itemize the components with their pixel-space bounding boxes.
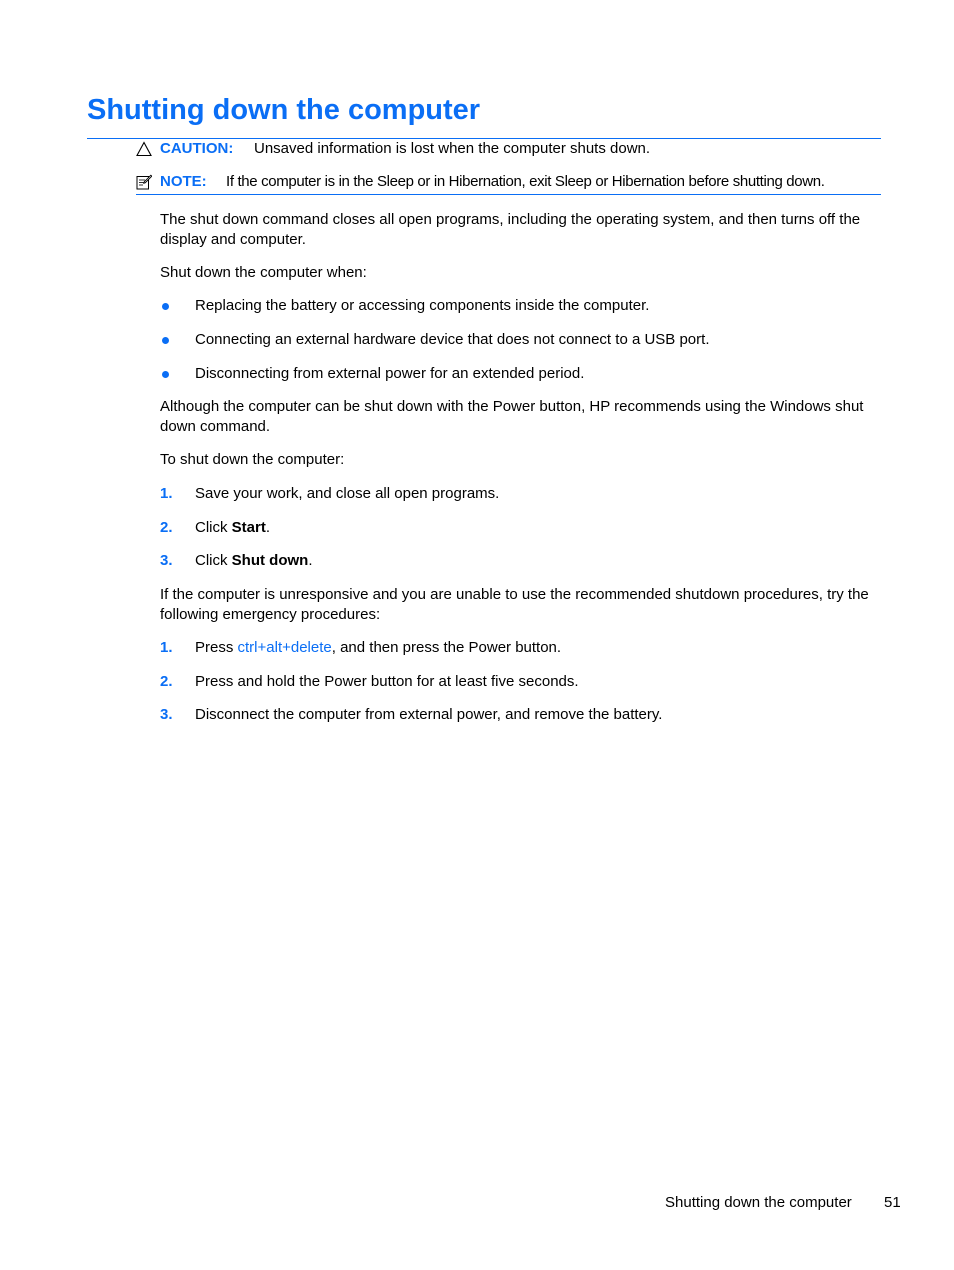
bullet-icon bbox=[162, 303, 169, 310]
step-text: Press and hold the Power button for at least five seconds. bbox=[195, 673, 579, 690]
note-label: NOTE: bbox=[160, 173, 207, 190]
step-number: 1. bbox=[160, 485, 173, 502]
bullet-text: Disconnecting from external power for an extended period. bbox=[195, 365, 585, 382]
caution-label: CAUTION: bbox=[160, 140, 234, 157]
step-text bbox=[195, 638, 561, 658]
step-suffix: , and then press the Power button. bbox=[331, 639, 562, 656]
footer-page-number: 51 bbox=[884, 1194, 901, 1211]
step-item bbox=[160, 672, 884, 692]
step-text bbox=[195, 551, 313, 571]
step-item bbox=[160, 638, 884, 658]
note-pencil-icon bbox=[136, 174, 152, 190]
step-number: 3. bbox=[160, 552, 173, 569]
intro-paragraph: The shut down command closes all open programs, including the operating system, and then turns off the display and computer. bbox=[160, 211, 861, 248]
step-text: Save your work, and close all open programs. bbox=[195, 485, 500, 502]
step-prefix: Click bbox=[195, 519, 232, 536]
step-prefix: Click bbox=[195, 552, 232, 569]
list-item bbox=[160, 330, 884, 350]
when-paragraph: Shut down the computer when: bbox=[160, 264, 367, 281]
caution-notice bbox=[136, 139, 881, 161]
step-number: 2. bbox=[160, 519, 173, 536]
note-notice bbox=[136, 172, 881, 195]
step-number: 1. bbox=[160, 639, 173, 656]
list-item bbox=[160, 296, 884, 316]
step-suffix: . bbox=[308, 552, 313, 569]
warning-triangle-icon bbox=[136, 141, 152, 157]
step-text bbox=[195, 518, 270, 538]
emergency-paragraph: If the computer is unresponsive and you are unable to use the recommended shutdown procedures, try the following emergency procedures: bbox=[160, 586, 869, 623]
step-item bbox=[160, 705, 884, 725]
step-item bbox=[160, 518, 884, 538]
shut-down-command: Shut down bbox=[231, 552, 309, 569]
step-text: Disconnect the computer from external power, and remove the battery. bbox=[195, 706, 663, 723]
power-button-paragraph: Although the computer can be shut down with the Power button, HP recommends using the Windows shut down command. bbox=[160, 398, 864, 435]
bullet-icon bbox=[162, 337, 169, 344]
start-command: Start bbox=[231, 519, 266, 536]
footer-section-title: Shutting down the computer bbox=[665, 1194, 852, 1211]
bullet-text: Connecting an external hardware device that does not connect to a USB port. bbox=[195, 331, 710, 348]
step-suffix: . bbox=[265, 519, 271, 536]
ctrl-alt-delete-link[interactable]: ctrl+alt+delete bbox=[237, 639, 332, 656]
bullet-icon bbox=[162, 371, 169, 378]
step-item bbox=[160, 551, 884, 571]
to-shut-down-paragraph: To shut down the computer: bbox=[160, 451, 345, 468]
step-prefix: Press bbox=[195, 639, 238, 656]
step-number: 2. bbox=[160, 673, 173, 690]
page-title: Shutting down the computer bbox=[87, 94, 481, 126]
list-item bbox=[160, 364, 884, 384]
note-text: If the computer is in the Sleep or in Hibernation, exit Sleep or Hibernation before shutting down. bbox=[226, 173, 825, 190]
step-item bbox=[160, 484, 884, 504]
step-number: 3. bbox=[160, 706, 173, 723]
caution-text: Unsaved information is lost when the computer shuts down. bbox=[254, 140, 651, 157]
bullet-text: Replacing the battery or accessing components inside the computer. bbox=[195, 297, 650, 314]
